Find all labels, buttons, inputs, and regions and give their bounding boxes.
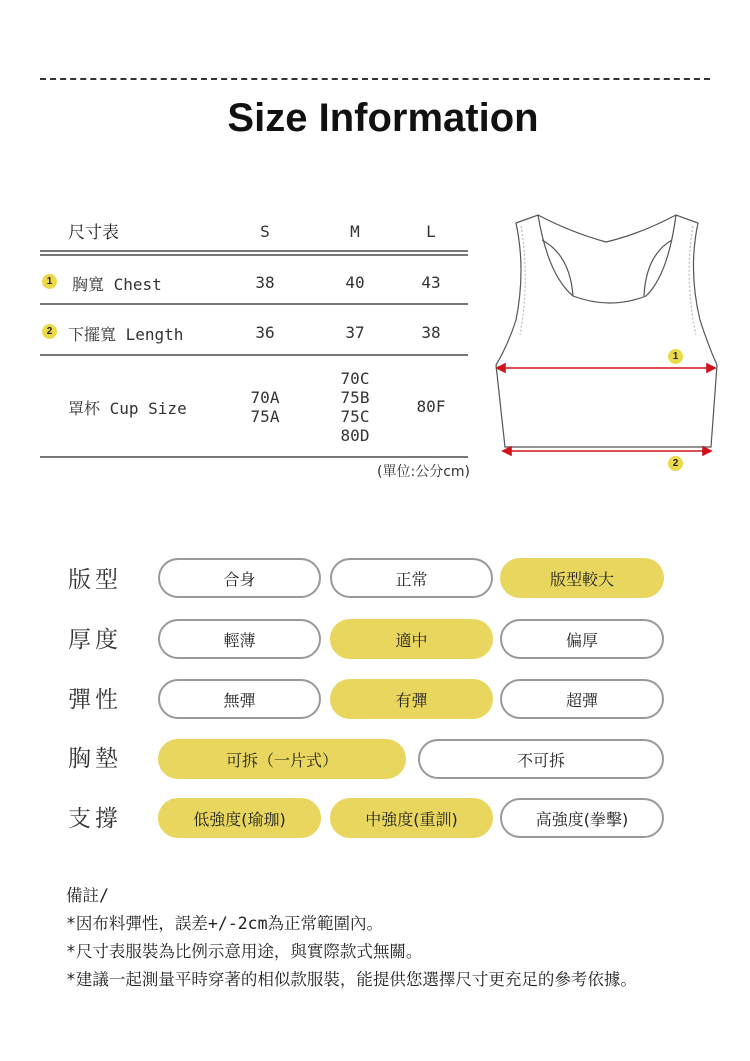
cell: 37 xyxy=(345,323,365,342)
table-header-label: 尺寸表 xyxy=(68,223,119,243)
option-thin: 輕薄 xyxy=(158,619,321,659)
cell: 80F xyxy=(416,397,446,416)
badge-1: 1 xyxy=(42,274,57,289)
size-header-m: M xyxy=(350,222,360,241)
length-arrow xyxy=(503,447,711,455)
option-medium: 適中 xyxy=(330,619,493,659)
cell: 40 xyxy=(345,273,365,292)
attribute-label: 支撐 xyxy=(68,806,122,832)
option-high-support: 高強度(拳擊) xyxy=(500,798,664,838)
cell: 80D xyxy=(340,426,370,445)
garment-diagram xyxy=(0,0,750,500)
cell: 70A xyxy=(250,388,280,407)
cell: 43 xyxy=(421,273,441,292)
option-non-removable: 不可拆 xyxy=(418,739,664,779)
note-line: *尺寸表服裝為比例示意用途，與實際款式無關。 xyxy=(66,942,423,961)
note-line: *建議一起測量平時穿著的相似款服裝，能提供您選擇尺寸更充足的參考依據。 xyxy=(66,970,637,989)
cell: 75A xyxy=(250,407,280,426)
unit-note: (單位:公分cm) xyxy=(377,464,470,480)
attribute-label: 版型 xyxy=(68,567,122,593)
option-loose: 版型較大 xyxy=(500,558,664,598)
cell: 75C xyxy=(340,407,370,426)
badge-2: 2 xyxy=(42,324,57,339)
size-header-l: L xyxy=(426,222,436,241)
option-no-stretch: 無彈 xyxy=(158,679,321,719)
option-super-stretch: 超彈 xyxy=(500,679,664,719)
sports-bra-outline xyxy=(496,215,717,447)
option-low-support: 低強度(瑜珈) xyxy=(158,798,321,838)
cell: 36 xyxy=(255,323,275,342)
size-header-s: S xyxy=(260,222,270,241)
row-label: 下擺寬 Length xyxy=(68,325,184,344)
page-title: Size Information xyxy=(227,96,539,140)
option-medium-support: 中強度(重訓) xyxy=(330,798,493,838)
note-line: *因布料彈性，誤差+/-2cm為正常範圍內。 xyxy=(66,914,384,933)
cell: 70C xyxy=(340,369,370,388)
option-regular: 正常 xyxy=(330,558,493,598)
attribute-label: 胸墊 xyxy=(68,746,122,772)
row-label: 胸寬 Chest xyxy=(72,275,162,294)
option-removable: 可拆（一片式） xyxy=(158,739,406,779)
attribute-label: 厚度 xyxy=(68,627,122,653)
notes-heading: 備註/ xyxy=(66,886,109,905)
option-stretch: 有彈 xyxy=(330,679,493,719)
row-label: 罩杯 Cup Size xyxy=(68,399,187,418)
cell: 38 xyxy=(255,273,275,292)
diagram-badge-2: 2 xyxy=(668,456,683,471)
diagram-badge-1: 1 xyxy=(668,349,683,364)
notes xyxy=(66,882,637,994)
option-thick: 偏厚 xyxy=(500,619,664,659)
option-fitted: 合身 xyxy=(158,558,321,598)
cell: 38 xyxy=(421,323,441,342)
cell: 75B xyxy=(340,388,370,407)
attribute-label: 彈性 xyxy=(68,687,122,713)
